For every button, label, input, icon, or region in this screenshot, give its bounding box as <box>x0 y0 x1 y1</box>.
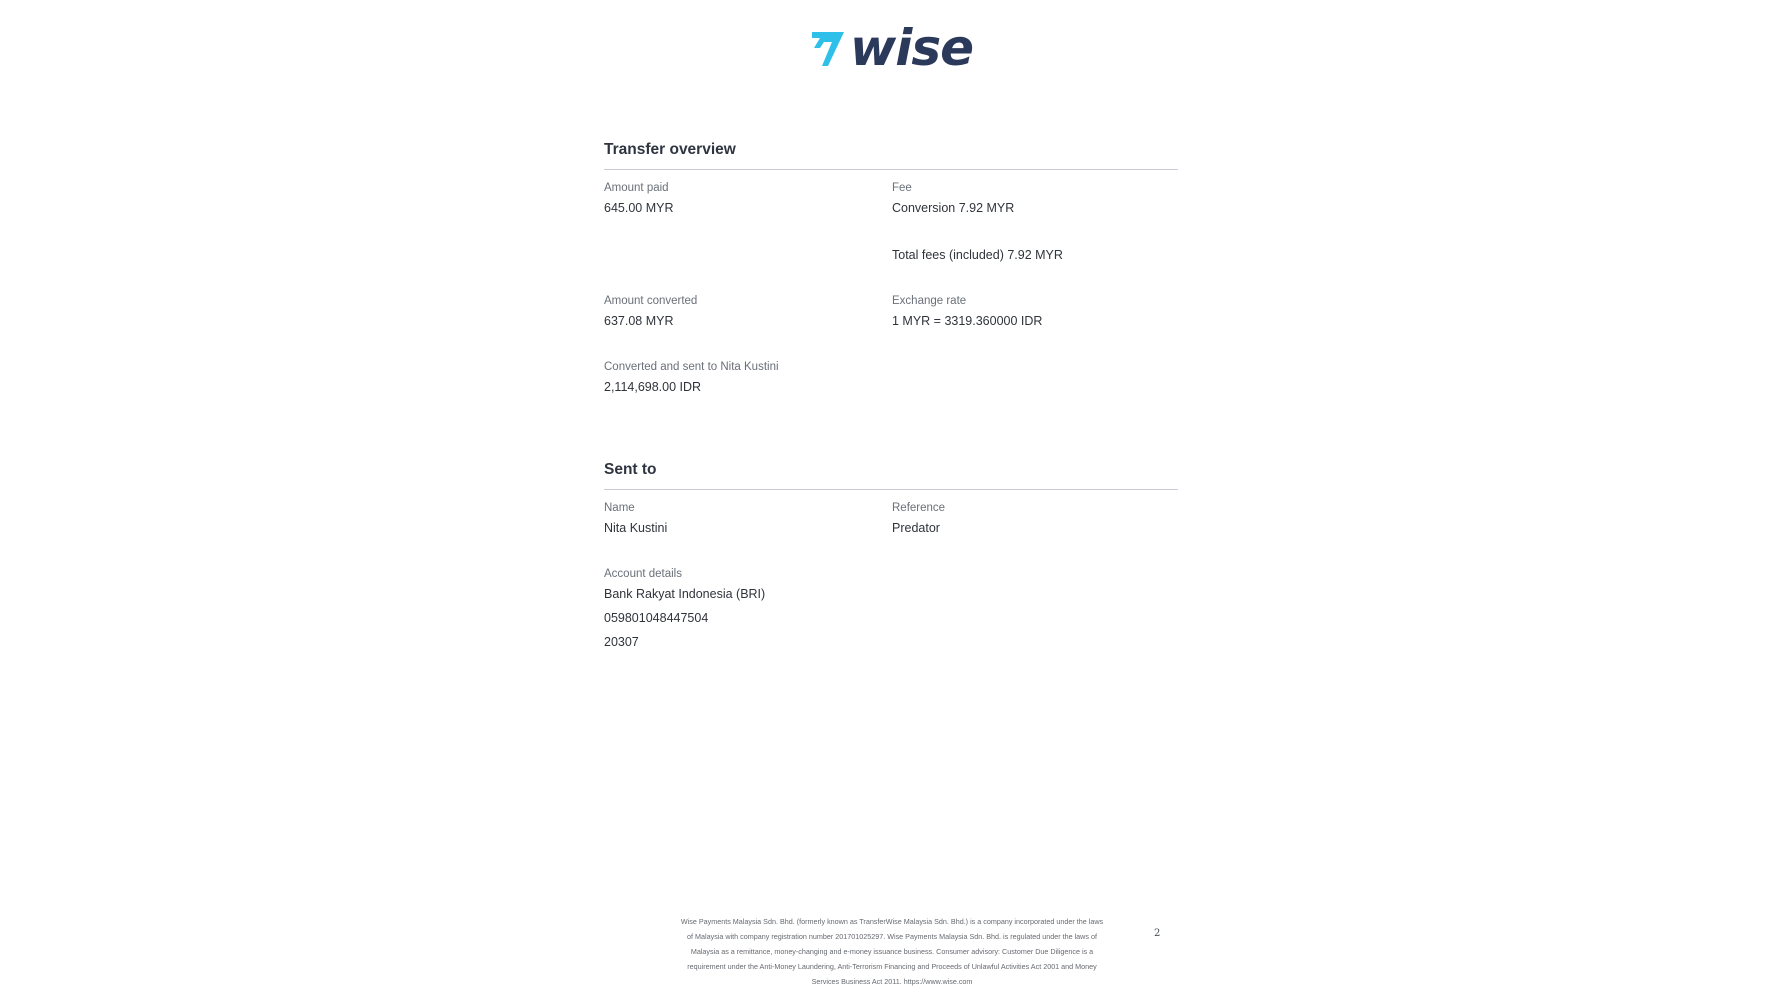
field-fee <box>892 180 1063 267</box>
field-label: Reference <box>892 502 946 514</box>
section-title-sent-to: Sent to <box>604 461 657 478</box>
wise-logo-text: wise <box>850 19 974 77</box>
field-value: 637.08 MYR <box>604 314 674 328</box>
footer-line: requirement under the Anti-Money Laundering, Anti-Terrorism Financing and Proceeds of Unlawful Activities Act 2001 and Money <box>687 961 1097 971</box>
account-number: 059801048447504 <box>604 611 709 625</box>
field-label: Amount paid <box>604 182 669 194</box>
field-converted-sent <box>604 359 779 399</box>
footer-line: Services Business Act 2011. https://www.wise.com <box>811 976 973 986</box>
field-value: 1 MYR = 3319.360000 IDR <box>892 314 1043 328</box>
field-amount-paid <box>604 180 673 220</box>
footer-line: Wise Payments Malaysia Sdn. Bhd. (formerly known as TransferWise Malaysia Sdn. Bhd.) is a company incorporated under the laws <box>680 917 1104 926</box>
field-label: Converted and sent to Nita Kustini <box>604 361 779 373</box>
field-value: Conversion 7.92 MYR <box>892 201 1015 215</box>
section-divider <box>604 489 1178 490</box>
field-label: Fee <box>892 182 912 194</box>
account-code: 20307 <box>604 635 639 649</box>
footer-line: of Malaysia with company registration number 201701025297. Wise Payments Malaysia Sdn. Bhd. is regulated under the laws of <box>687 931 1097 941</box>
field-label: Amount converted <box>604 295 698 307</box>
field-label: Name <box>604 502 635 514</box>
page-number: 2 <box>1154 928 1161 939</box>
fee-total: Total fees (included) 7.92 MYR <box>892 248 1063 262</box>
field-name <box>604 500 667 540</box>
footer-line: Malaysia as a remittance, money-changing and e-money issuance business. Consumer advisory: Customer Due Diligence is a <box>690 946 1094 956</box>
field-label: Exchange rate <box>892 295 967 307</box>
transfer-overview-section <box>604 139 1178 399</box>
field-account-details <box>604 566 765 654</box>
sent-to-section <box>604 459 1178 659</box>
field-value: Predator <box>892 521 940 535</box>
wise-logo <box>810 19 974 77</box>
field-amount-converted <box>604 293 697 333</box>
field-value: Nita Kustini <box>604 521 668 535</box>
field-reference <box>892 500 945 540</box>
field-label: Account details <box>604 568 682 580</box>
legal-footer <box>636 915 1148 990</box>
field-value: 2,114,698.00 IDR <box>604 380 702 394</box>
account-bank-name: Bank Rakyat Indonesia (BRI) <box>604 587 766 601</box>
wise-flag-icon <box>810 28 846 68</box>
section-title-transfer-overview: Transfer overview <box>604 141 736 158</box>
field-exchange-rate <box>892 293 1042 333</box>
section-divider <box>604 169 1178 170</box>
field-value: 645.00 MYR <box>604 201 674 215</box>
